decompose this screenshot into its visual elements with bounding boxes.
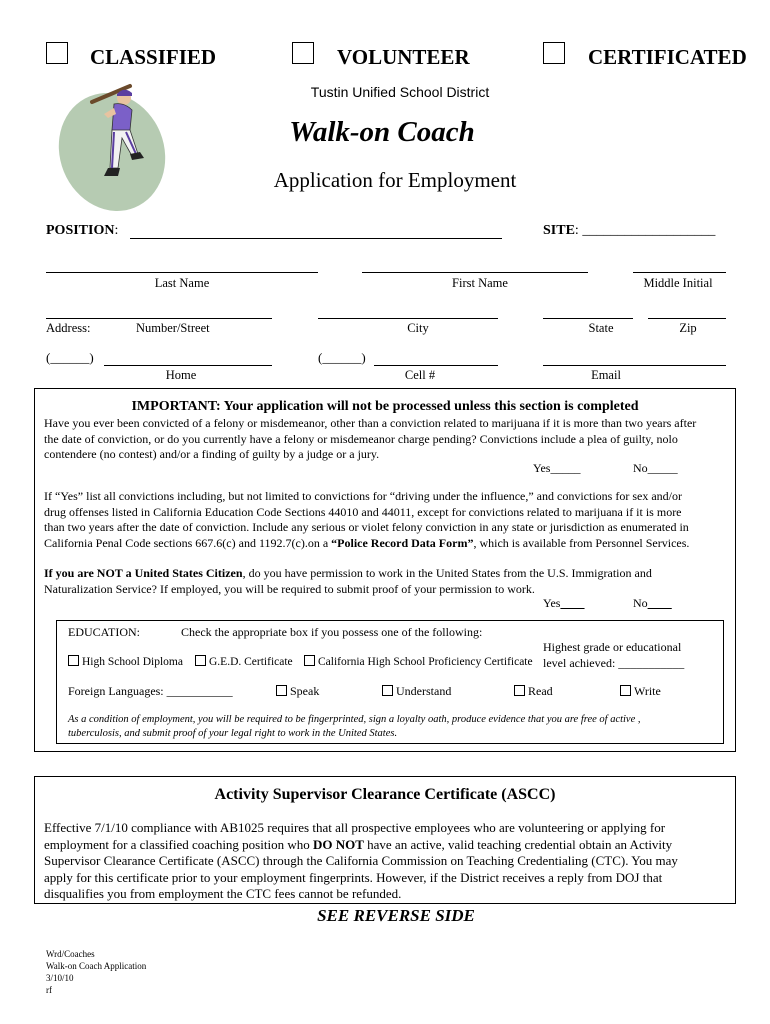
cell-phone-field[interactable] xyxy=(374,365,498,366)
lang-write[interactable]: Write xyxy=(620,684,661,700)
conviction-no[interactable]: No_____ xyxy=(633,461,678,475)
lang-read[interactable]: Read xyxy=(514,684,553,700)
lang-understand[interactable]: Understand xyxy=(382,684,451,700)
edu-option-diploma[interactable]: High School Diploma xyxy=(68,655,183,668)
zip-label: Zip xyxy=(679,321,697,335)
conviction-instructions: If “Yes” list all convictions including, but not limited to convictions for “driving under the influence,” and convictions for sex and/or drug offenses listed in California Education Code Sections 44010 and 44011, except for convictions related to marijuana if it is more than two years after the date of conviction. Include any serious or violet felony conviction in any state or jurisdiction as enumerated in California Penal Code sections 667.6(c) and 1192.7(c).on a “Police Record Data Form”, which is available from Personnel Services. xyxy=(44,489,690,550)
see-reverse-side: SEE REVERSE SIDE xyxy=(317,906,475,925)
conviction-yes[interactable]: Yes_____ xyxy=(533,461,581,475)
classified-label: CLASSIFIED xyxy=(90,45,217,69)
highest-grade-label: Highest grade or educational level achieved: ___________ xyxy=(543,640,685,670)
ascc-heading: Activity Supervisor Clearance Certificate (ASCC) xyxy=(214,786,556,803)
cell-area-code[interactable]: (______) xyxy=(318,350,366,365)
city-label: City xyxy=(407,321,429,335)
middle-initial-label: Middle Initial xyxy=(643,276,713,290)
form-title: Walk-on Coach xyxy=(289,116,475,148)
district-name: Tustin Unified School District xyxy=(310,84,490,100)
address-label: Address: xyxy=(46,321,91,335)
number-street-label: Number/Street xyxy=(136,321,210,335)
ascc-body: Effective 7/1/10 compliance with AB1025 requires that all prospective employees who are volunteering or applying for employment for a classified coaching position who DO NOT have an active, valid teaching credential obtain an Activity Supervisor Clearance Certificate (ASCC) through the California Commission on Teaching Credentialing (CTC). You may apply for this certificate prior to your employment fingerprints. However, if the District receives a reply from DOJ that disqualifies you from employment the CTC fees cannot be refunded. xyxy=(44,820,678,901)
education-label: EDUCATION: xyxy=(68,625,140,639)
education-instruction: Check the appropriate box if you possess one of the following: xyxy=(181,625,483,639)
email-field[interactable] xyxy=(543,365,726,366)
middle-initial-field[interactable] xyxy=(633,272,726,273)
home-area-code[interactable]: (______) xyxy=(46,350,94,365)
site-label: SITE: ___________________ xyxy=(543,223,716,238)
street-field[interactable] xyxy=(46,318,272,319)
email-label: Email xyxy=(591,368,621,382)
home-label: Home xyxy=(165,368,197,382)
ged-checkbox[interactable] xyxy=(195,655,206,666)
citizen-yes[interactable]: Yes____ xyxy=(543,596,585,610)
certificated-label: CERTIFICATED xyxy=(588,45,747,69)
first-name-field[interactable] xyxy=(362,272,588,273)
first-name-label: First Name xyxy=(452,276,508,290)
city-field[interactable] xyxy=(318,318,498,319)
speak-checkbox[interactable] xyxy=(276,685,287,696)
important-heading: IMPORTANT: Your application will not be processed unless this section is completed xyxy=(131,399,639,414)
edu-option-proficiency[interactable]: California High School Proficiency Certificate xyxy=(304,655,533,668)
form-subtitle: Application for Employment xyxy=(273,168,517,192)
position-label: POSITION: xyxy=(46,223,119,238)
lang-speak[interactable]: Speak xyxy=(276,684,319,700)
conviction-question: Have you ever been convicted of a felony or misdemeanor, other than a conviction related to marijuana if it is more than two years after the date of conviction, or do you currently have a felony or misdemeanor charge pending? Convictions include a plea of guilty, nolo contendere (no contest) and/or a finding of guilty by a judge or a jury. xyxy=(44,416,697,461)
diploma-checkbox[interactable] xyxy=(68,655,79,666)
volunteer-checkbox[interactable] xyxy=(292,42,314,64)
cell-label: Cell # xyxy=(404,368,436,382)
write-checkbox[interactable] xyxy=(620,685,631,696)
footer-note: Wrd/Coaches Walk-on Coach Application 3/10/10 rf xyxy=(46,949,147,995)
state-label: State xyxy=(588,321,614,335)
proficiency-checkbox[interactable] xyxy=(304,655,315,666)
understand-checkbox[interactable] xyxy=(382,685,393,696)
zip-field[interactable] xyxy=(648,318,726,319)
employment-conditions-note: As a condition of employment, you will be required to be fingerprinted, sign a loyalty oath, produce evidence that you are free of active , tuberculosis, and submit proof of your legal right to work in the United States. xyxy=(68,714,641,739)
citizen-question: If you are NOT a United States Citizen, do you have permission to work in the United States from the U.S. Immigration and Naturalization Service? If employed, you will be required to submit proof of your permission to work. xyxy=(44,566,652,596)
classified-checkbox[interactable] xyxy=(46,42,68,64)
home-phone-field[interactable] xyxy=(104,365,272,366)
last-name-field[interactable] xyxy=(46,272,318,273)
read-checkbox[interactable] xyxy=(514,685,525,696)
edu-option-ged[interactable]: G.E.D. Certificate xyxy=(195,655,293,668)
citizen-no[interactable]: No____ xyxy=(633,596,672,610)
foreign-languages: Foreign Languages: ___________ xyxy=(68,684,233,698)
state-field[interactable] xyxy=(543,318,633,319)
volunteer-label: VOLUNTEER xyxy=(337,45,470,69)
last-name-label: Last Name xyxy=(154,276,210,290)
certificated-checkbox[interactable] xyxy=(543,42,565,64)
position-field[interactable] xyxy=(130,238,502,239)
